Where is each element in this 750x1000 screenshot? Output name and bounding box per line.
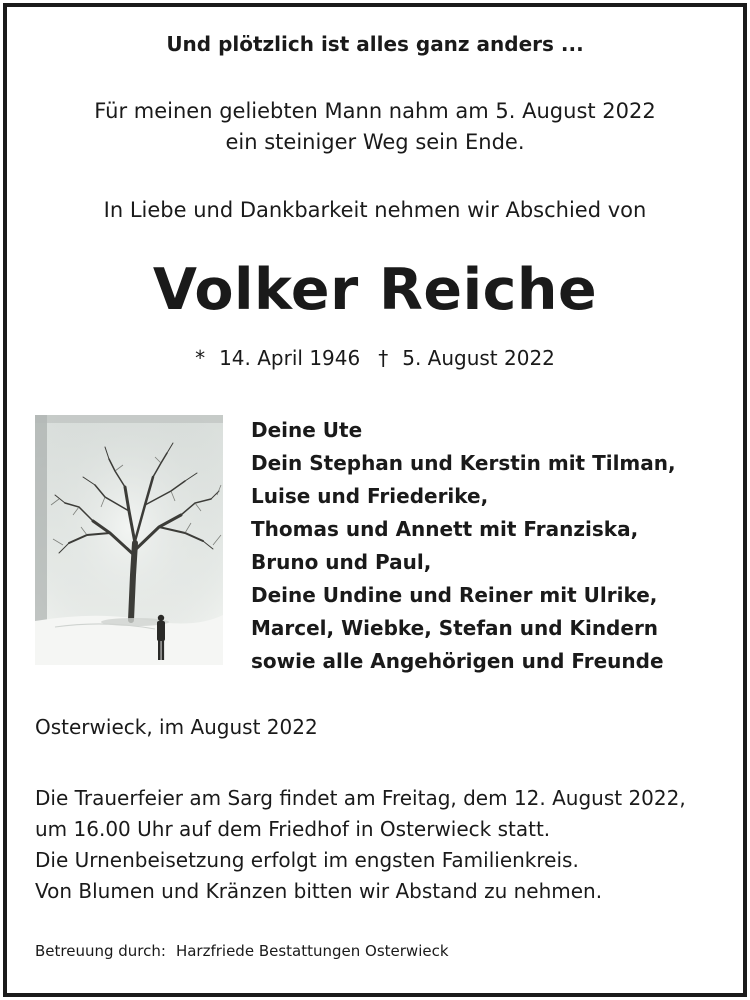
credit-label: Betreuung durch: xyxy=(35,942,166,960)
funeral-line: um 16.00 Uhr auf dem Friedhof in Osterwieck statt. xyxy=(35,817,551,841)
mourner-line: Marcel, Wiebke, Stefan und Kindern xyxy=(251,616,659,640)
intro-line: Für meinen geliebten Mann nahm am 5. August 2022 xyxy=(94,99,656,123)
farewell-line: In Liebe und Dankbarkeit nehmen wir Abschied von xyxy=(103,198,647,222)
death-symbol: † xyxy=(378,346,389,370)
mourner-line: Luise und Friederike, xyxy=(251,484,489,508)
memorial-photo xyxy=(35,415,223,665)
mourner-line: sowie alle Angehörigen und Freunde xyxy=(251,649,664,673)
tree-landscape-photo-icon xyxy=(35,415,223,665)
funeral-line: Die Trauerfeier am Sarg findet am Freitag, dem 12. August 2022, xyxy=(35,786,686,810)
intro-line: ein steiniger Weg sein Ende. xyxy=(225,130,525,154)
mourner-line: Dein Stephan und Kerstin mit Tilman, xyxy=(251,451,676,475)
undertaker-credit xyxy=(35,942,449,960)
deceased-name: Volker Reiche xyxy=(152,257,598,323)
mourner-line: Bruno und Paul, xyxy=(251,550,432,574)
credit-company: Harzfriede Bestattungen Osterwieck xyxy=(175,942,449,960)
place-date: Osterwieck, im August 2022 xyxy=(35,715,318,739)
death-date: 5. August 2022 xyxy=(402,346,555,370)
headline: Und plötzlich ist alles ganz anders ... xyxy=(166,32,584,56)
mourner-line: Deine Undine und Reiner mit Ulrike, xyxy=(251,583,658,607)
funeral-info xyxy=(35,783,686,907)
funeral-line: Die Urnenbeisetzung erfolgt im engsten Familienkreis. xyxy=(35,848,579,872)
birth-symbol: * xyxy=(195,346,206,370)
mourner-line: Deine Ute xyxy=(251,418,363,442)
mourners-list xyxy=(251,414,676,678)
life-dates xyxy=(0,346,750,370)
birth-date: 14. April 1946 xyxy=(219,346,361,370)
mourner-line: Thomas und Annett mit Franziska, xyxy=(251,517,639,541)
funeral-line: Von Blumen und Kränzen bitten wir Abstand zu nehmen. xyxy=(35,879,603,903)
intro-text xyxy=(0,96,750,158)
